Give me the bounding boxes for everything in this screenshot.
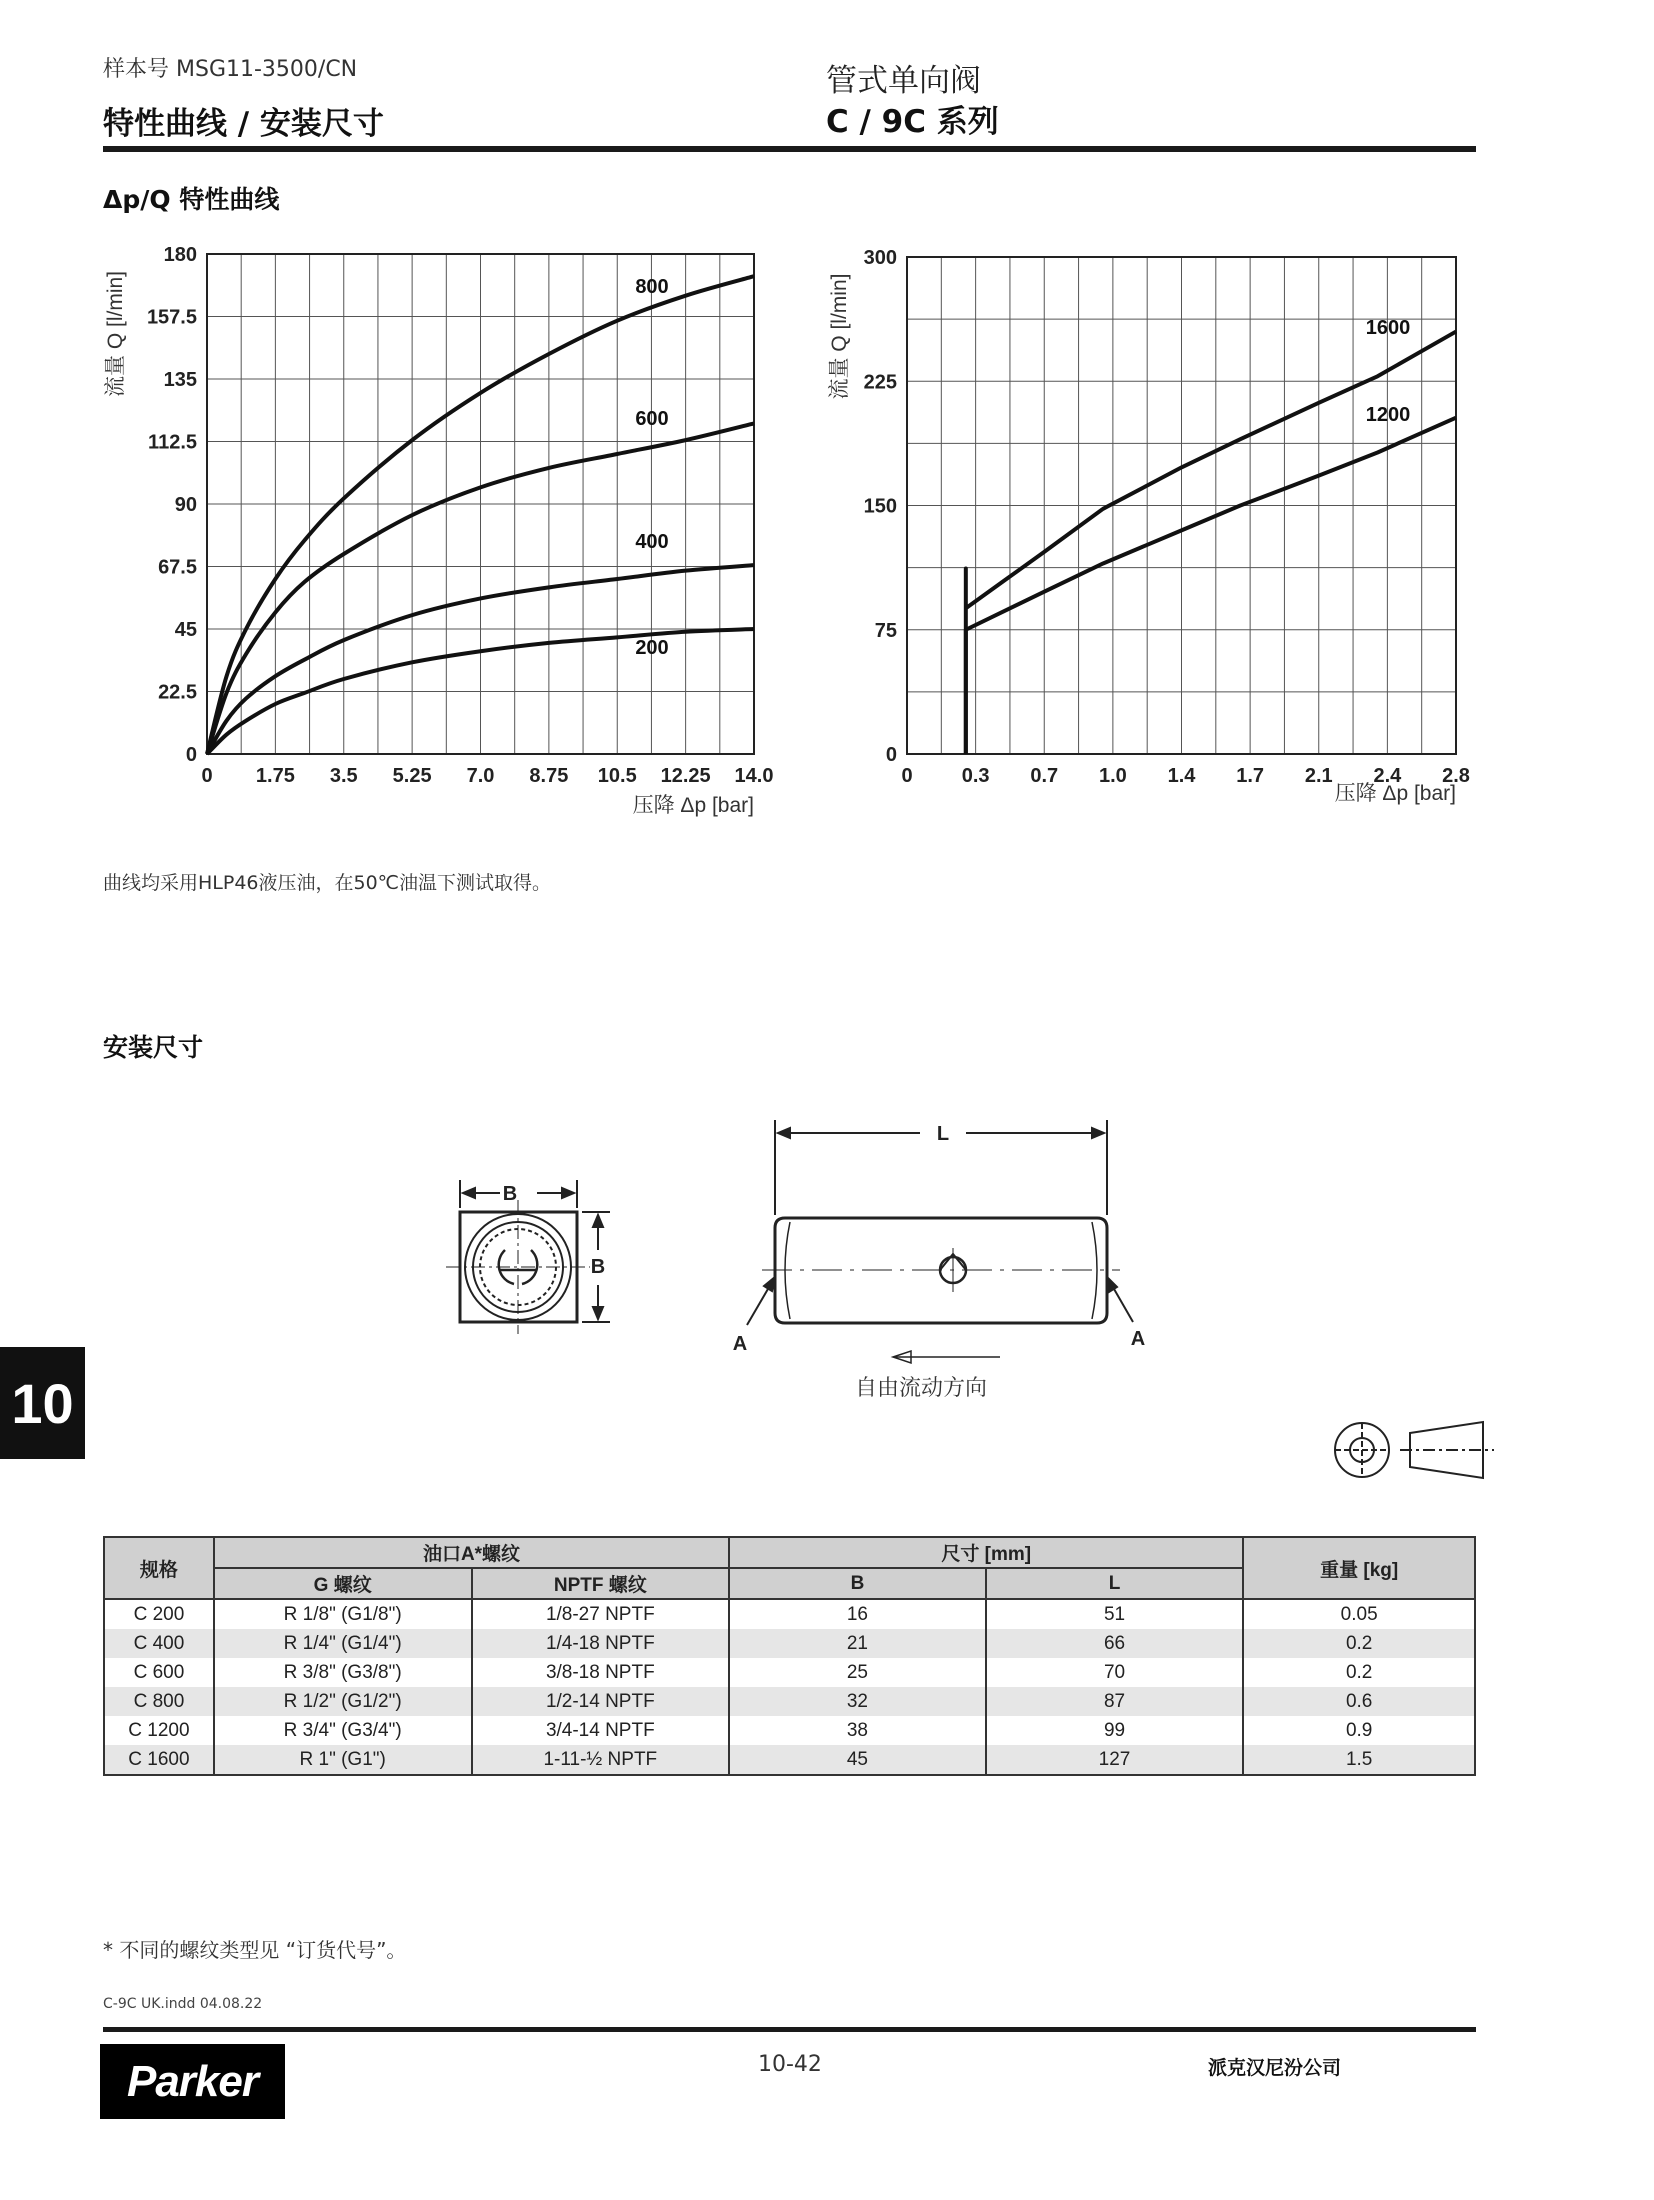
dim-b-top: B — [502, 1183, 518, 1205]
y-tick-label: 75 — [874, 619, 897, 642]
col-nptf-thread: NPTF 螺纹 — [472, 1568, 730, 1599]
x-tick-label: 1.75 — [255, 765, 295, 787]
cell: 66 — [986, 1629, 1244, 1658]
cell: R 3/8" (G3/8") — [214, 1658, 472, 1687]
footnote: * 不同的螺纹类型见 “订货代号”。 — [103, 1938, 407, 1962]
flow-direction-label: 自由流动方向 — [854, 1375, 988, 1400]
product-name: 管式单向阀 — [826, 63, 981, 99]
table-row — [104, 1599, 1475, 1629]
series-title: C / 9C 系列 — [826, 104, 999, 140]
x-tick-label: 0 — [201, 765, 213, 787]
series-line-1200 — [966, 418, 1456, 754]
x-tick-label: 2.4 — [1373, 765, 1402, 787]
x-tick-label: 5.25 — [392, 765, 432, 787]
col-g-thread: G 螺纹 — [214, 1568, 472, 1599]
cell: C 1200 — [104, 1716, 214, 1745]
cell: 127 — [986, 1745, 1244, 1775]
cell: C 1600 — [104, 1745, 214, 1775]
y-tick-label: 0 — [885, 744, 897, 766]
col-l: L — [986, 1568, 1244, 1599]
cell: 21 — [729, 1629, 986, 1658]
cell: 25 — [729, 1658, 986, 1687]
cell: 1-11-½ NPTF — [472, 1745, 730, 1775]
series-label: 1200 — [1365, 404, 1411, 426]
cell: 0.2 — [1243, 1629, 1475, 1658]
footer-rule — [103, 2027, 1476, 2032]
cell: 99 — [986, 1716, 1244, 1745]
series-label: 600 — [635, 408, 669, 430]
cell: 1/8-27 NPTF — [472, 1599, 730, 1629]
file-info: C-9C UK.indd 04.08.22 — [103, 1996, 263, 2012]
x-tick-label: 0.7 — [1030, 765, 1059, 787]
table-row — [104, 1687, 1475, 1716]
series-label: 1600 — [1365, 317, 1411, 339]
x-tick-label: 2.8 — [1442, 765, 1470, 787]
cell: 70 — [986, 1658, 1244, 1687]
y-tick-label: 157.5 — [146, 306, 197, 329]
cell: 3/8-18 NPTF — [472, 1658, 730, 1687]
cell: 0.05 — [1243, 1599, 1475, 1629]
dim-l: L — [936, 1123, 950, 1145]
series-label: 800 — [635, 276, 669, 298]
x-tick-label: 3.5 — [329, 765, 358, 787]
table-row — [104, 1745, 1475, 1775]
cell: 3/4-14 NPTF — [472, 1716, 730, 1745]
x-tick-label: 0 — [901, 765, 913, 787]
x-tick-label: 0.3 — [961, 765, 990, 787]
cell: R 1" (G1") — [214, 1745, 472, 1775]
table-row — [104, 1658, 1475, 1687]
x-tick-label: 7.0 — [466, 765, 495, 787]
cell: 87 — [986, 1687, 1244, 1716]
chapter-tab: 10 — [0, 1347, 85, 1459]
x-tick-label: 10.5 — [597, 765, 637, 787]
cell: 1.5 — [1243, 1745, 1475, 1775]
install-heading: 安装尺寸 — [103, 1033, 204, 1062]
cell: R 1/8" (G1/8") — [214, 1599, 472, 1629]
cell: C 200 — [104, 1599, 214, 1629]
y-tick-label: 135 — [163, 369, 197, 391]
cell: 1/4-18 NPTF — [472, 1629, 730, 1658]
y-axis-label: 流量 Q [l/min] — [104, 270, 127, 398]
series-label: 200 — [635, 637, 669, 659]
x-tick-label: 12.25 — [660, 765, 711, 787]
x-tick-label: 8.75 — [529, 765, 569, 787]
x-tick-label: 1.4 — [1167, 765, 1196, 787]
cell: 0.2 — [1243, 1658, 1475, 1687]
cell: R 1/4" (G1/4") — [214, 1629, 472, 1658]
y-tick-label: 112.5 — [148, 431, 197, 454]
x-axis-label: 压降 Δp [bar] — [1334, 782, 1456, 805]
cell: 32 — [729, 1687, 986, 1716]
cell: C 400 — [104, 1629, 214, 1658]
port-a-left: A — [732, 1333, 748, 1355]
port-a-right: A — [1130, 1328, 1146, 1350]
parker-logo: Parker — [100, 2044, 285, 2119]
projection-symbol-icon — [1335, 1422, 1494, 1478]
y-tick-label: 67.5 — [158, 556, 197, 579]
y-tick-label: 0 — [185, 744, 197, 766]
y-tick-label: 45 — [174, 619, 197, 641]
cell: 38 — [729, 1716, 986, 1745]
series-label: 400 — [635, 531, 669, 553]
cell: R 3/4" (G3/4") — [214, 1716, 472, 1745]
page-number: 10-42 — [758, 2052, 822, 2077]
dim-b-side: B — [590, 1256, 606, 1278]
x-tick-label: 14.0 — [734, 765, 774, 787]
cell: 1/2-14 NPTF — [472, 1687, 730, 1716]
cell: C 800 — [104, 1687, 214, 1716]
series-line-1600 — [966, 332, 1456, 754]
cell: 16 — [729, 1599, 986, 1629]
installation-drawing — [0, 1100, 1654, 1500]
col-b: B — [729, 1568, 986, 1599]
y-tick-label: 300 — [863, 247, 897, 269]
cell: 51 — [986, 1599, 1244, 1629]
sample-number: 样本号 MSG11-3500/CN — [103, 57, 358, 82]
x-tick-label: 2.1 — [1304, 765, 1333, 787]
x-tick-label: 1.0 — [1098, 765, 1127, 787]
y-tick-label: 22.5 — [158, 681, 197, 704]
y-tick-label: 90 — [174, 494, 197, 516]
chart-right — [828, 247, 1470, 805]
y-tick-label: 225 — [863, 371, 897, 394]
x-tick-label: 1.7 — [1236, 765, 1265, 787]
curves-heading: Δp/Q 特性曲线 — [103, 185, 280, 214]
curves-note: 曲线均采用HLP46液压油，在50℃油温下测试取得。 — [103, 872, 552, 894]
characteristic-curves — [0, 0, 1654, 900]
cell: 0.9 — [1243, 1716, 1475, 1745]
y-tick-label: 180 — [163, 244, 197, 266]
section-title: 特性曲线 / 安装尺寸 — [103, 106, 384, 142]
cell: C 600 — [104, 1658, 214, 1687]
y-axis-label: 流量 Q [l/min] — [828, 273, 851, 400]
cell: 0.6 — [1243, 1687, 1475, 1716]
cell: R 1/2" (G1/2") — [214, 1687, 472, 1716]
table-row — [104, 1629, 1475, 1658]
col-port-thread: 油口A*螺纹 — [214, 1537, 729, 1568]
table-row — [104, 1716, 1475, 1745]
spec-table — [103, 1536, 1476, 1776]
x-axis-label: 压降 Δp [bar] — [632, 794, 754, 817]
company-name: 派克汉尼汾公司 — [1208, 2057, 1342, 2079]
y-tick-label: 150 — [863, 495, 897, 518]
col-spec: 规格 — [104, 1537, 214, 1599]
col-weight: 重量 [kg] — [1243, 1537, 1475, 1599]
cell: 45 — [729, 1745, 986, 1775]
col-dimensions: 尺寸 [mm] — [729, 1537, 1243, 1568]
chart-left — [104, 244, 773, 817]
